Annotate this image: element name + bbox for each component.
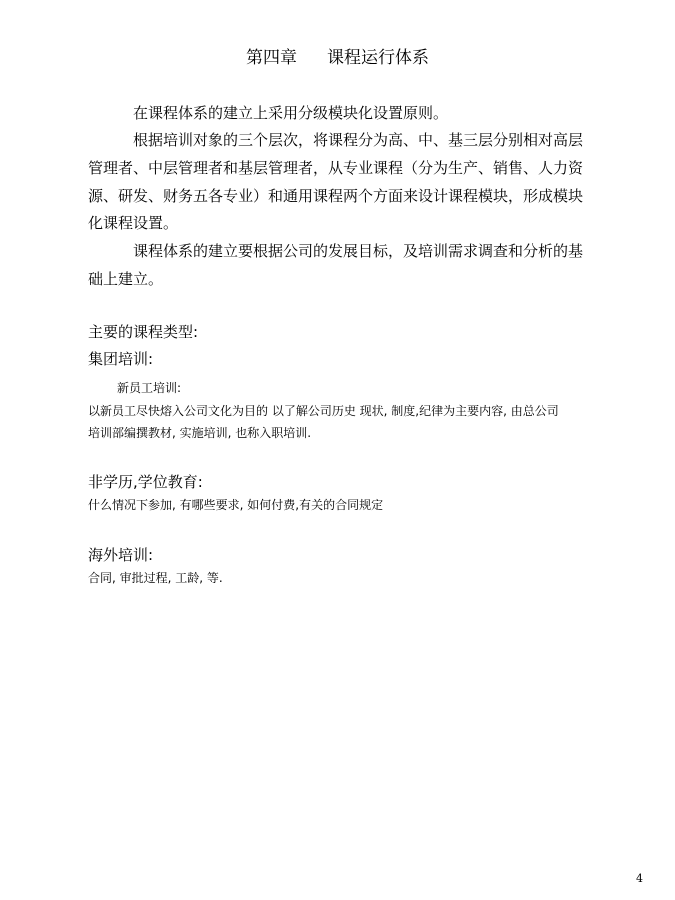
degree-education-line-1: 什么情况下参加, 有哪些要求, 如何付费,有关的合同规定 xyxy=(88,498,384,512)
intro-paragraph-3-line-1: 课程体系的建立要根据公司的发展目标，及培训需求调查和分析的基 xyxy=(133,242,584,260)
degree-education-heading: 非学历,学位教育: xyxy=(88,473,203,491)
course-types-heading: 主要的课程类型: xyxy=(88,323,199,341)
group-training-line-2: 培训部编撰教材, 实施培训, 也称入职培训. xyxy=(88,426,312,440)
chapter-name: 课程运行体系 xyxy=(327,48,429,68)
intro-paragraph-2-line-2: 管理者、中层管理者和基层管理者，从专业课程（分为生产、销售、人力资 xyxy=(88,159,584,177)
page-number: 4 xyxy=(636,872,643,885)
intro-paragraph-1-line-1: 在课程体系的建立上采用分级模块化设置原则。 xyxy=(133,104,449,122)
group-training-line-1: 以新员工尽快熔入公司文化为目的 以了解公司历史 现状, 制度,纪律为主要内容, 由总公司 xyxy=(88,404,559,418)
intro-paragraph-2-line-3: 源、研发、财务五各专业）和通用课程两个方面来设计课程模块，形成模块 xyxy=(88,187,584,205)
chapter-number: 第四章 xyxy=(246,48,297,68)
overseas-training-line-1: 合同, 审批过程, 工龄, 等. xyxy=(88,571,223,585)
intro-paragraph-2-line-4: 化课程设置。 xyxy=(88,214,179,232)
new-employee-training-heading: 新员工培训: xyxy=(117,381,182,395)
group-training-heading: 集团培训: xyxy=(88,350,154,368)
chapter-title xyxy=(0,46,675,70)
overseas-training-heading: 海外培训: xyxy=(88,546,154,564)
intro-paragraph-3-line-2: 础上建立。 xyxy=(88,270,164,288)
intro-paragraph-2-line-1: 根据培训对象的三个层次，将课程分为高、中、基三层分别相对高层 xyxy=(133,131,584,149)
